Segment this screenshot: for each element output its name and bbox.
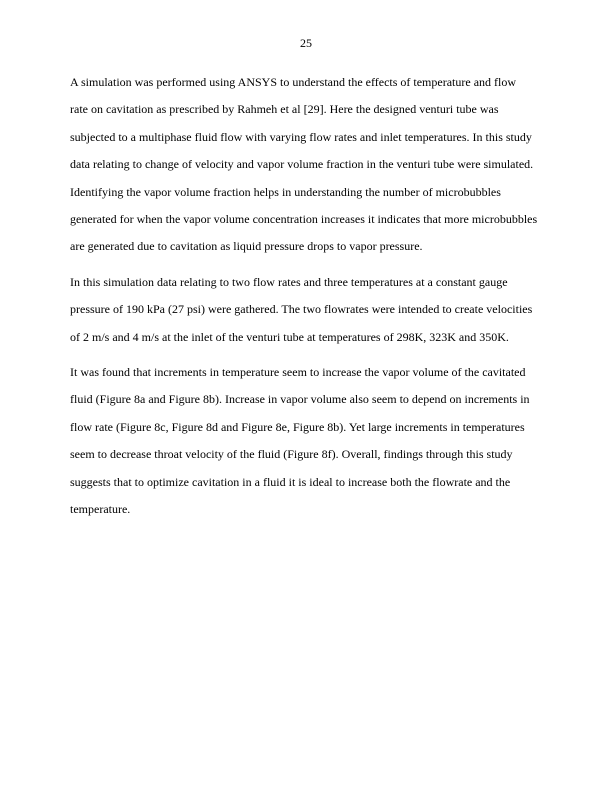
text-line: generated for when the vapor volume concentration increases it indicates that more microbubbles [70, 212, 538, 227]
page-number: 25 [300, 36, 312, 50]
text-line: A simulation was performed using ANSYS to understand the effects of temperature and flow [70, 75, 517, 89]
paragraph-3 [70, 359, 544, 523]
text-line: fluid (Figure 8a and Figure 8b). Increase in vapor volume also seem to depend on increments in [70, 392, 530, 407]
text-line: temperature. [70, 502, 131, 517]
text-line: Identifying the vapor volume fraction helps in understanding the number of microbubbles [70, 184, 501, 199]
text-line: data relating to change of velocity and vapor volume fraction in the venturi tube were simulated. [70, 157, 534, 172]
text-line: subjected to a multiphase fluid flow with varying flow rates and inlet temperatures. In this study [70, 129, 532, 144]
text-line: It was found that increments in temperature seem to increase the vapor volume of the cavitated [70, 365, 526, 380]
text-line: rate on cavitation as prescribed by Rahmeh et al [29]. Here the designed venturi tube was [70, 102, 499, 117]
text-line: of 2 m/s and 4 m/s at the inlet of the venturi tube at temperatures of 298K, 323K and 350K. [70, 329, 509, 344]
text-line: In this simulation data relating to two flow rates and three temperatures at a constant gauge [70, 274, 508, 289]
document-body [70, 69, 544, 532]
text-line: are generated due to cavitation as liquid pressure drops to vapor pressure. [70, 239, 423, 254]
text-line: flow rate (Figure 8c, Figure 8d and Figure 8e, Figure 8b). Yet large increments in temperatures [70, 419, 525, 434]
text-line: suggests that to optimize cavitation in a fluid it is ideal to increase both the flowrate and the [70, 474, 511, 489]
text-line: seem to decrease throat velocity of the fluid (Figure 8f). Overall, findings through this study [70, 447, 513, 462]
paragraph-1 [70, 69, 544, 261]
paragraph-2 [70, 269, 544, 351]
text-line: pressure of 190 kPa (27 psi) were gathered. The two flowrates were intended to create velocities [70, 302, 533, 317]
